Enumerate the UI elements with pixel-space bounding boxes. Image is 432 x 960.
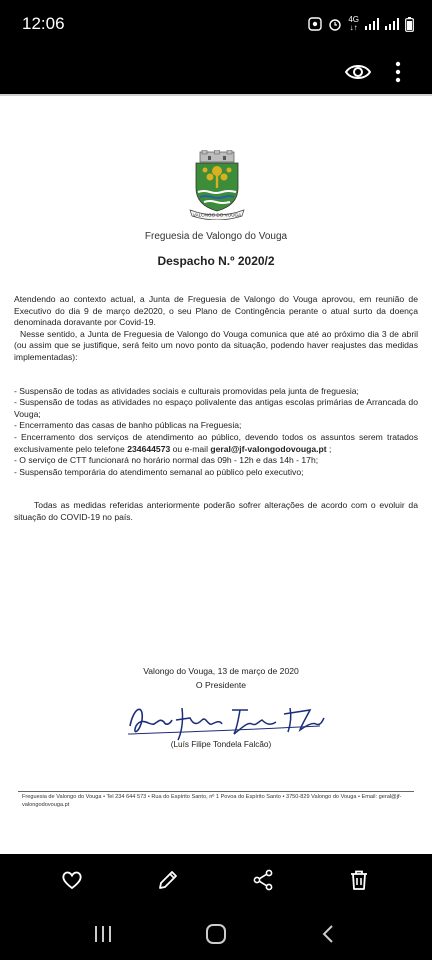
contact-phone: 234644573 <box>127 443 171 454</box>
document-title: Despacho N.º 2020/2 <box>157 254 275 268</box>
trash-icon[interactable] <box>347 868 371 892</box>
system-navigation-bar <box>0 906 432 960</box>
network-type: 4G ↓↑ <box>348 15 359 32</box>
paragraph-closing: Todas as medidas referidas anteriormente poderão sofrer alterações de acordo com o evoluir da situação do COVID-19 no país. <box>14 500 418 522</box>
handwritten-signature <box>124 696 330 744</box>
alarm-icon <box>328 17 342 31</box>
pencil-icon[interactable] <box>156 868 180 892</box>
measure-item-1: - Suspensão de todas as atividades sociais e culturais promovidas pela junta de freguesia; <box>14 385 359 396</box>
more-vertical-icon[interactable] <box>386 58 410 86</box>
status-bar <box>0 0 432 50</box>
footer-divider <box>18 791 414 792</box>
contact-email: geral@jf-valongodovouga.pt <box>210 443 327 454</box>
viewer-top-bar <box>0 50 432 94</box>
svg-text:VALONGO DO VOUGA: VALONGO DO VOUGA <box>192 212 242 218</box>
signal-icon-2 <box>385 18 399 30</box>
back-icon[interactable] <box>318 924 340 944</box>
document-body <box>14 294 418 524</box>
heart-icon[interactable] <box>60 868 84 892</box>
paragraph-measures-intro: Nesse sentido, a Junta de Freguesia de Valongo do Vouga comunica que até ao próximo dia 3 de abril (ou assim que se justifique, será feito um novo ponto da situação, podendo haver reajustes das medidas implementadas): <box>14 328 418 362</box>
measure-item-4: - Encerramento dos serviços de atendimento ao público, devendo todos os assuntos serem tratados exclusivamente pelo telefone 234644573 ou e-mail geral@jf-valongodovouga.pt ; <box>14 431 418 454</box>
status-time: 12:06 <box>22 14 65 33</box>
signatory-role: O Presidente <box>195 680 247 690</box>
recent-apps-icon[interactable] <box>92 924 114 944</box>
measure-item-6: - Suspensão temporária do atendimento semanal ao público pelo executivo; <box>14 466 304 477</box>
document-image <box>0 94 432 854</box>
measure-item-3: - Encerramento das casas de banho públicas na Freguesia; <box>14 420 242 431</box>
battery-icon <box>405 17 414 32</box>
signatory-name: (Luís Filipe Tondela Falcão) <box>170 740 272 749</box>
signal-icon-1 <box>365 18 379 30</box>
measure-item-5: - O serviço de CTT funcionará no horário normal das 09h - 12h e das 14h - 17h; <box>14 455 319 466</box>
document-footer: Freguesia de Valongo do Vouga • Tel 234 644 573 • Rua do Espírito Santo, nº 1 Povoa do Espírito Santo • 3750-829 Valongo do Vouga • Email: geral@jf-valongodovouga.pt <box>22 794 402 808</box>
date-line: Valongo do Vouga, 13 de março de 2020 <box>143 666 299 676</box>
document-top-border <box>0 94 432 96</box>
eye-icon[interactable] <box>344 58 372 86</box>
home-icon[interactable] <box>205 924 227 944</box>
measure-item-2: - Suspensão de todas as atividades no espaço polivalente das antigas escolas primárias de Arrancada do Vouga; <box>14 397 418 419</box>
parish-name: Freguesia de Valongo do Vouga <box>144 231 288 242</box>
viewer-action-bar <box>0 854 432 906</box>
paragraph-context: Atendendo ao contexto actual, a Junta de Freguesia de Valongo do Vouga aprovou, em reunião de Executivo do dia 9 de março de2020, o seu Plano de Contingência perante o atual surto da doença denominada doravante por Covid-19. <box>14 294 418 328</box>
status-icons <box>308 16 414 32</box>
parish-crest-logo <box>184 150 250 220</box>
share-icon[interactable] <box>251 868 275 892</box>
notification-app-icon <box>308 17 322 31</box>
